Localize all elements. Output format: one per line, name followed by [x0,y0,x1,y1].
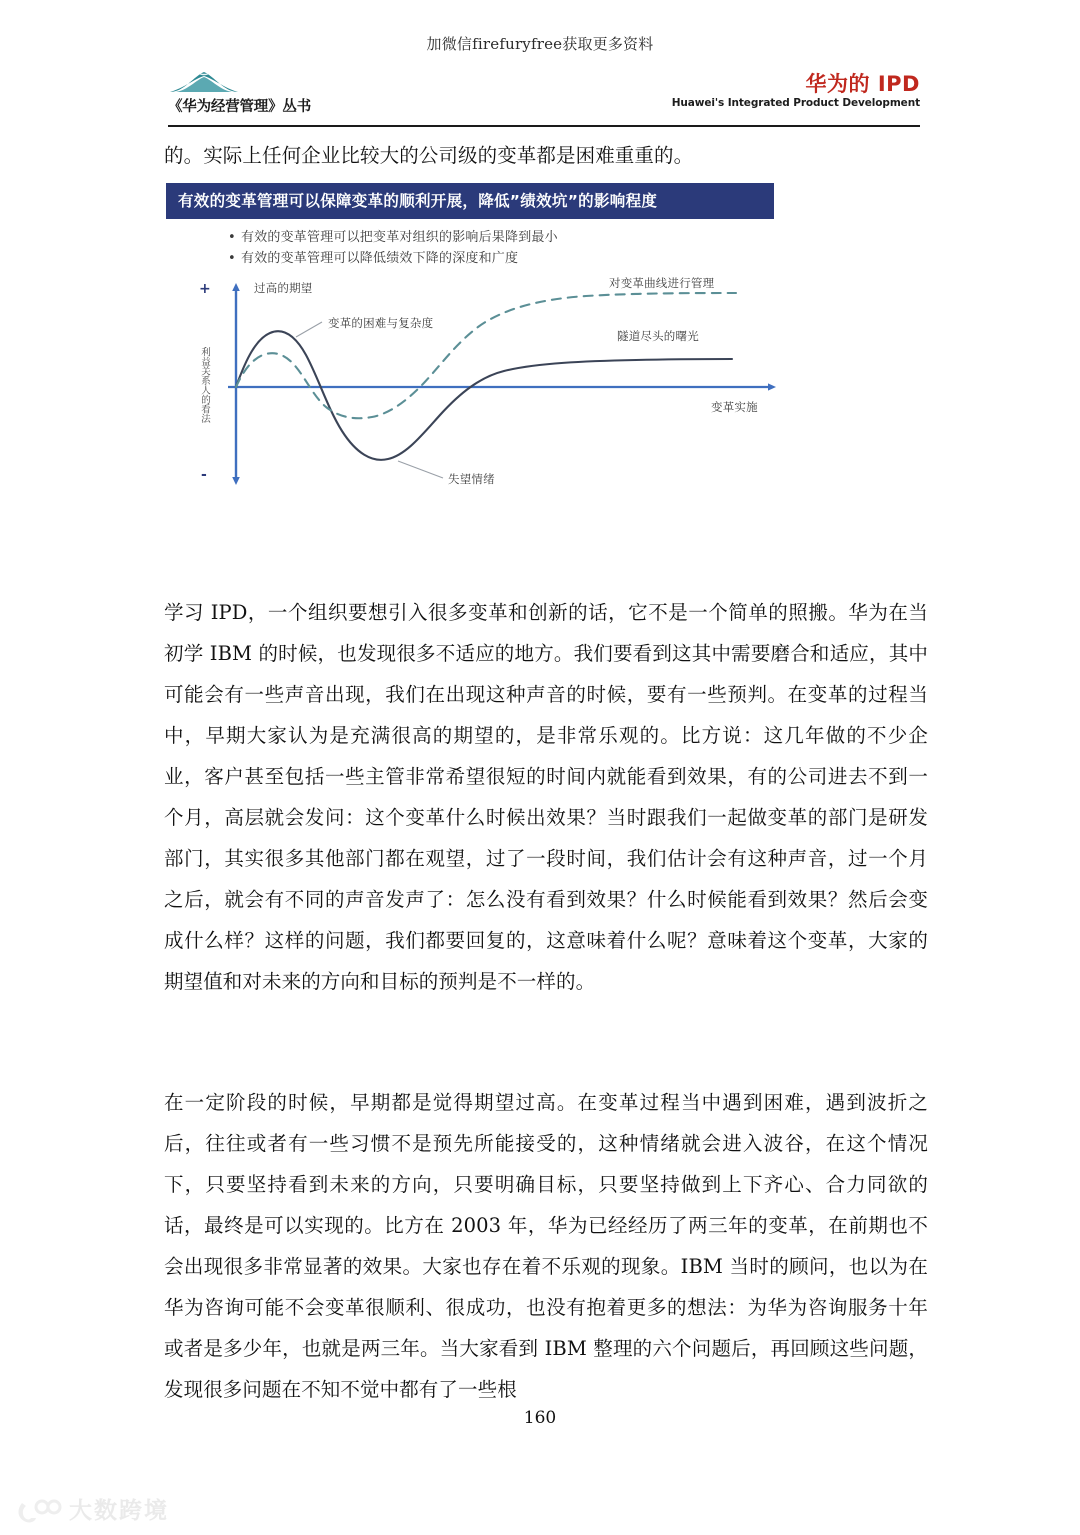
dashujingjing-logo-icon [18,1497,62,1525]
watermark [18,1497,169,1525]
header-divider [168,125,920,127]
annotation-change-difficulty: 变革的困难与复杂度 [328,316,434,330]
x-axis-label: 变革实施 [711,400,758,414]
body-paragraph-1: 学习 IPD，一个组织要想引入很多变革和创新的话，它不是一个简单的照搬。华为在当初学 IBM 的时候，也发现很多不适应的地方。我们要看到这其中需要磨合和适应，其中可能会有一些声音出现，我们在出现这种声音的时候，要有一些预判。在变革的过程当中，早期大家认为是充满很高的期望的，是非常乐观的。比方说：这几年做的不少企业，客户甚至包括一些主管非常希望很短的时间内就能看到效果，有的公司进去不到一个月，高层就会发问：这个变革什么时候出效果？当时跟我们一起做变革的部门是研发部门，其实很多其他部门都在观望，过了一段时间，我们估计会有这种声音，过一个月之后，就会有不同的声音发声了：怎么没有看到效果？什么时候能看到效果？然后会变成什么样？这样的问题，我们都要回复的，这意味着什么呢？意味着这个变革，大家的期望值和对未来的方向和目标的预判是不一样的。 [164,600,928,993]
page-header [168,70,920,125]
mountain-wave-logo-icon [168,70,240,94]
y-axis-arrow-down [232,477,240,485]
slide-bullet-list [228,227,728,269]
y-axis-label: 利益关系人的看法 [199,347,210,423]
list-item: • 有效的变革管理可以降低绩效下降的深度和广度 [228,248,728,269]
list-item: • 有效的变革管理可以把变革对组织的影响后果降到最小 [228,227,728,248]
promo-banner-text: 加微信firefuryfree获取更多资料 [426,35,654,53]
figure-change-curve-slide [166,183,786,518]
lead-sentence: 的。实际上任何企业比较大的公司级的变革都是困难重重的。 [164,144,694,167]
slide-title-bar: 有效的变革管理可以保障变革的顺利开展，降低”绩效坑”的影响程度 [166,183,774,219]
body-paragraph-2: 在一定阶段的时候，早期都是觉得期望过高。在变革过程当中遇到困难，遇到波折之后，往往或者有一些习惯不是预先所能接受的，这种情绪就会进入波谷，在这个情况下，只要坚持看到未来的方向，只要明确目标，只要坚持做到上下齐心、合力同欲的话，最终是可以实现的。比方在 2003 年，华为已经经历了两三年的变革，在前期也不会出现很多非常显著的效果。大家也存在着不乐观的现象。IBM 当时的顾问，也以为在华为咨询可能不会变革很顺利、很成功，也没有抱着更多的想法：为华为咨询服务十年或者是多少年，也就是两三年。当大家看到 IBM 整理的六个问题后，再回顾这些问题，发现很多问题在不知不觉中都有了一些根 [164,1090,928,1401]
annotation-light-at-tunnel-end: 隧道尽头的曙光 [617,329,699,343]
axis-plus-marker: + [199,281,211,297]
annotation-disappointment: 失望情绪 [448,472,495,486]
y-axis-arrow-up [232,283,240,291]
x-axis-arrow [768,383,776,390]
watermark-text: 大数跨境 [69,1497,169,1524]
series-title: 《华为经营管理》丛书 [168,98,311,115]
annotation-over-expectation: 过高的期望 [254,281,313,295]
brand-title: 华为的 IPD [805,72,920,96]
brand-subtitle: Huawei's Integrated Product Development [671,97,920,110]
change-curve-chart [166,275,786,515]
axis-minus-marker: - [201,467,207,483]
header-left-block [168,70,311,116]
page-number: 160 [523,1408,557,1428]
header-right-block [672,72,920,109]
annotation-managed-curve: 对变革曲线进行管理 [609,276,715,290]
series-unmanaged-change-curve [236,331,732,460]
series-managed-change-curve [236,293,736,418]
